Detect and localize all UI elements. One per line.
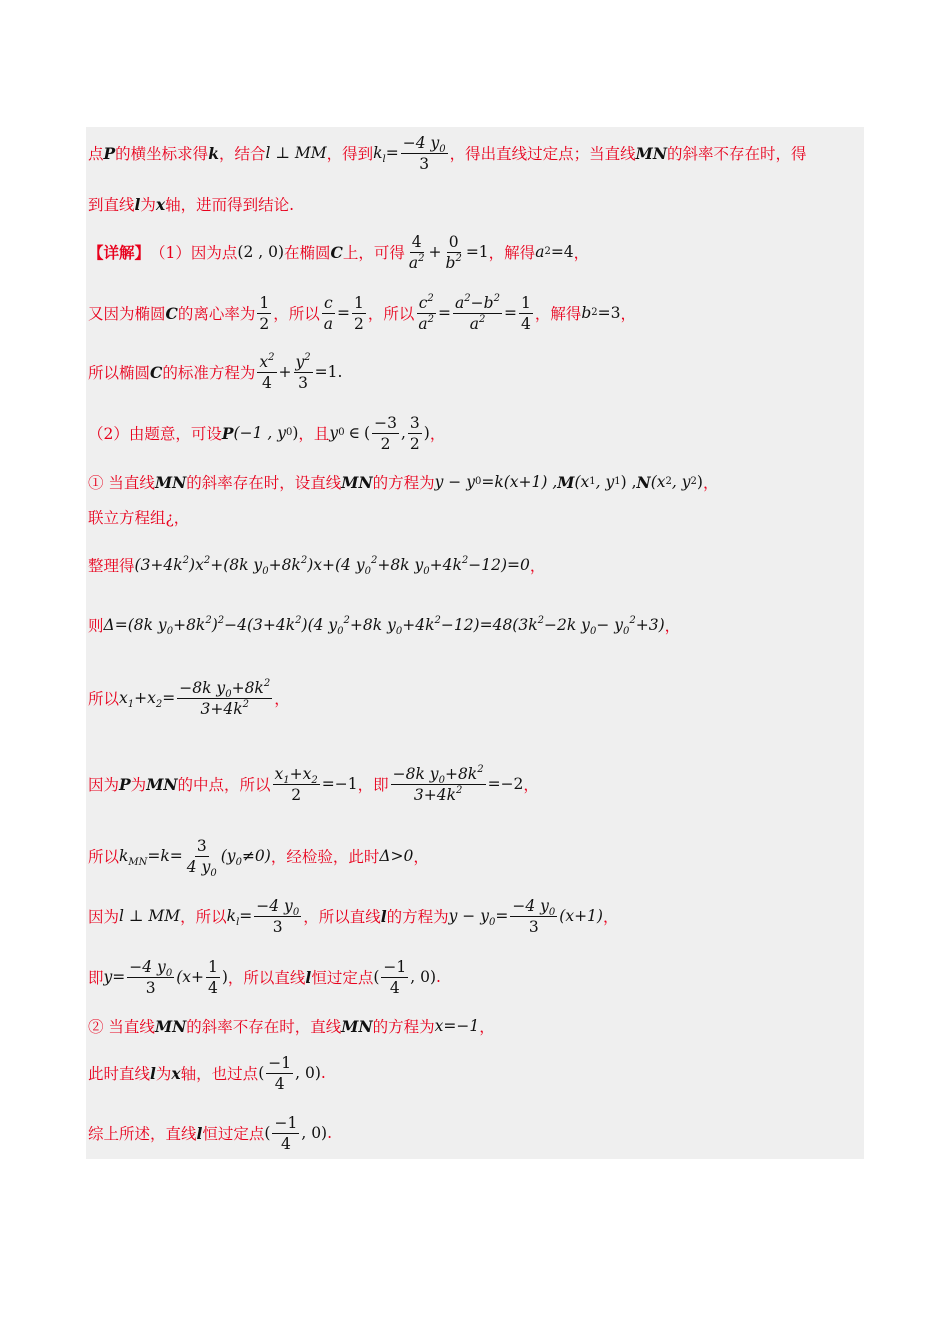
text-line-18: 综上所述，直线 l 恒过定点 ( $\frac{-1}{4}$ , 0) . [88,1113,333,1153]
text-line-7: ① 当直线 MN 的斜率存在时，设直线 MN 的方程为 y − y 0 =k(x+1) , M (x 1 , y 1 ) , N (x 2 , y 2 ) ， [88,472,719,492]
text-line-11: 所以 $x_1+x_2=$ $\frac{-8k y_0+8k^2}{3+4k^2}$ ， [88,677,290,718]
text-line-12: 因为 P 为 MN 的中点，所以 $\frac{x_1+x_2}{2}$ =−1 ，即 $\frac{-8k y_0+8k^2}{3+4k^2}$ =−2 ， [88,763,539,804]
text-line-5: 所以椭圆 C 的标准方程为 $\frac{x^2}{4}$ + $\frac{y^2}{3}$ =1. [88,351,343,392]
text-line-8: 联立方程组¿， [88,509,190,527]
text-line-1: 点 P 的横坐标求得 k ，结合 l ⊥ MM ，得到 $k_l$ = $\frac{-4 y_0}{3}$ ，得出直线过定点；当直线 MN 的斜率不存在时，得 [88,133,807,173]
text-line-14: 因为 l ⊥ MM ，所以 $k_l=$ $\frac{-4 y_0}{3}$ ，所以直线 l 的方程为 $y - y_0=$ $\frac{-4 y_0}{3}$ (x+1) ， [88,896,619,936]
text-line-2: 到直线 l 为 x 轴，进而得到结论. [88,194,295,214]
k-l: $k_l$ [373,144,386,165]
text-line-17: 此时直线 l 为 x 轴，也过点 ( $\frac{-1}{4}$ , 0) . [88,1053,326,1093]
text-line-10: 则 Δ=(8k $y_0+8k^2)^2-4(3+4k^2)(4$ $y_0^2+8k$ $y_0+4k^2-12)=48(3k^2-2k$ $y_0- y_0^2+3$) ， [88,615,681,637]
text-line-3: 【详解】 （1）因为点 (2 , 0) 在椭圆 C 上，可得 $\frac{4}{a^2}$ + $\frac{0}{b^2}$ =1 ，解得 a 2 =4 ， [88,232,590,272]
text-line-16: ② 当直线 MN 的斜率不存在时，直线 MN 的方程为 x=−1 ， [88,1016,495,1036]
fraction: $\frac{-4 y_0}{3}$ [402,133,446,173]
text-line-13: 所以 $k_{MN}=k=$ $\frac{3}{4 y_0}$ $(y_0\ne 0)$ ，经检验，此时 Δ>0 ， [88,836,429,879]
text-line-4: 又因为椭圆 C 的离心率为 $\frac{1}{2}$ ，所以 $\frac{c}{a}$ = $\frac{1}{2}$ ，所以 $\frac{c^2}{a^2}$ = $\frac{a^2-b^2}{a^2}$ = $\frac{1}{4}$ ，解得 b 2 =3 ， [88,292,637,333]
text-line-6: （2）由题意，可设 P (−1 , y 0 ) ，且 y 0 ∈ ( $\frac{-3}{2}$ , $\frac{3}{2}$ ) ， [88,413,446,453]
text-line-15: 即 y= $\frac{-4 y_0}{3}$ (x+ $\frac{1}{4}$ ) ，所以直线 l 恒过定点 ( $\frac{-1}{4}$ , 0) . [88,957,441,997]
text-line-9: 整理得 $(3+4k^2)x^2+(8k$ $y_0+8k^2)x+(4$ $y_0^2+8k$ $y_0+4k^2-12)=0$ ， [88,555,546,577]
